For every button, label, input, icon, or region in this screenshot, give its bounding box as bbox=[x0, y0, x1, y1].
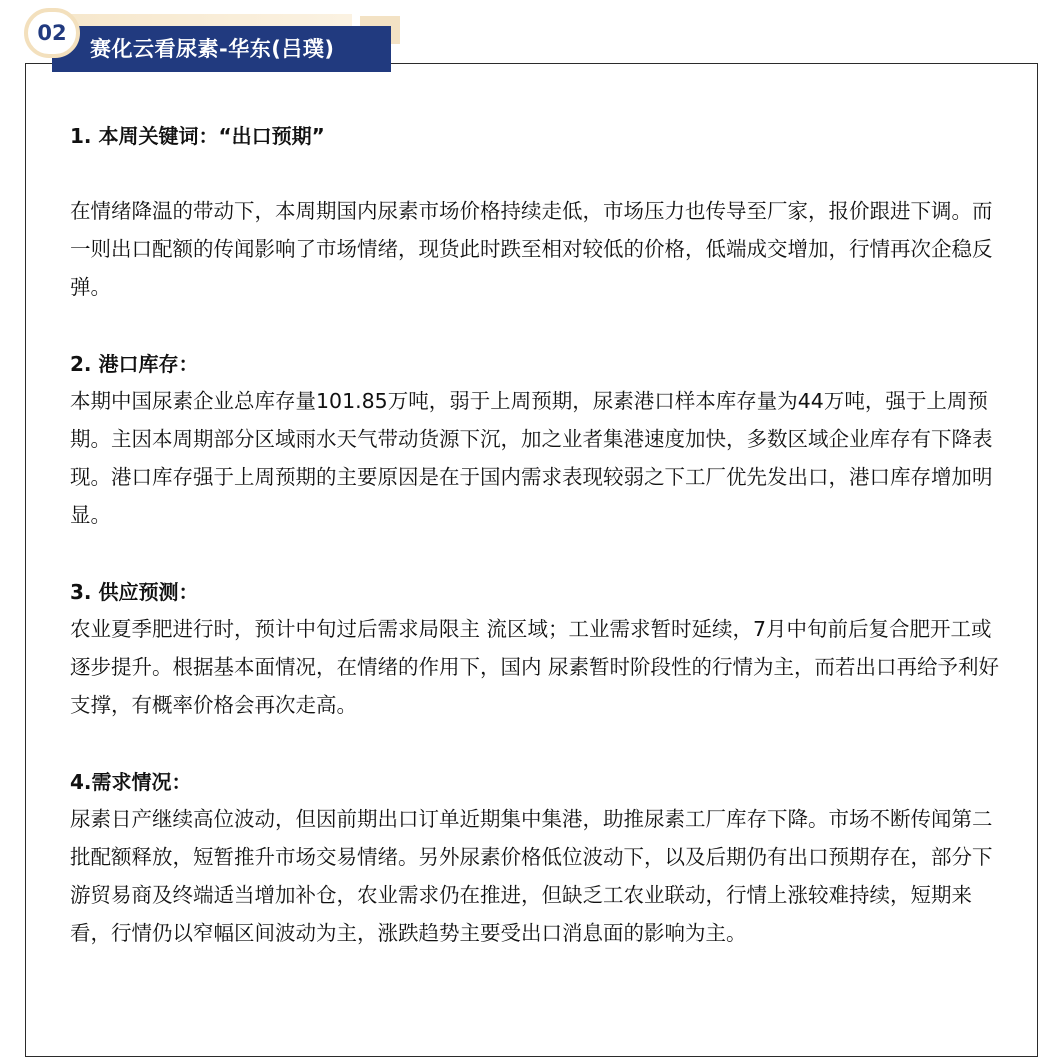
section-paragraph: 在情绪降温的带动下，本周期国内尿素市场价格持续走低，市场压力也传导至厂家，报价跟进下调。而一则出口配额的传闻影响了市场情绪，现货此时跌至相对较低的价格，低端成交增加，行情再次企稳反弹。 bbox=[70, 199, 993, 299]
section-number-badge: 02 bbox=[24, 8, 80, 58]
header-accent-strip bbox=[52, 14, 352, 26]
section-port-inventory bbox=[70, 346, 1000, 534]
section-keywords bbox=[70, 118, 1000, 306]
section-title: 3. 供应预测： bbox=[70, 580, 199, 604]
section-paragraph: 本期中国尿素企业总库存量101.85万吨，弱于上周预期，尿素港口样本库存量为44万吨，强于上周预期。主因本周期部分区域雨水天气带动货源下沉，加之业者集港速度加快，多数区域企业库存有下降表现。港口库存强于上周预期的主要原因是在于国内需求表现较弱之下工厂优先发出口，港口库存增加明显。 bbox=[70, 389, 993, 527]
section-demand bbox=[70, 764, 1000, 952]
section-paragraph: 农业夏季肥进行时，预计中旬过后需求局限主 流区域；工业需求暂时延续，7月中旬前后复合肥开工或逐步提升。根据基本面情况，在情绪的作用下，国内 尿素暂时阶段性的行情为主，而若出口再给予利好支撑，有概率价格会再次走高。 bbox=[70, 617, 1000, 717]
section-supply-forecast bbox=[70, 574, 1000, 724]
section-title: 1. 本周关键词：“出口预期” bbox=[70, 124, 325, 148]
section-title: 2. 港口库存： bbox=[70, 352, 199, 376]
section-paragraph: 尿素日产继续高位波动，但因前期出口订单近期集中集港，助推尿素工厂库存下降。市场不断传闻第二批配额释放，短暂推升市场交易情绪。另外尿素价格低位波动下，以及后期仍有出口预期存在，部分下游贸易商及终端适当增加补仓，农业需求仍在推进，但缺乏工农业联动，行情上涨较难持续，短期来看，行情仍以窄幅区间波动为主，涨跌趋势主要受出口消息面的影响为主。 bbox=[70, 807, 993, 945]
header-title: 赛化云看尿素-华东(吕璞) bbox=[90, 37, 335, 61]
section-title: 4.需求情况： bbox=[70, 770, 192, 794]
article-body bbox=[70, 118, 1000, 952]
